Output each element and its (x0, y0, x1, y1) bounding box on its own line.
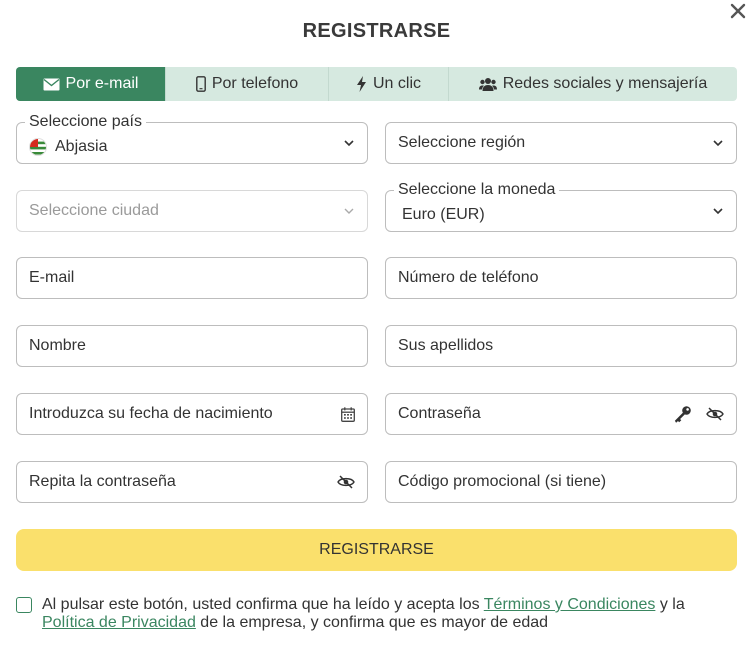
country-legend: Seleccione país (25, 112, 146, 132)
terms-text (42, 596, 737, 632)
password-field[interactable] (385, 393, 737, 435)
chevron-down-icon (712, 205, 724, 217)
close-icon (727, 0, 749, 22)
password-placeholder: Contraseña (398, 405, 481, 422)
birthdate-placeholder: Introduzca su fecha de nacimiento (29, 405, 273, 422)
city-select[interactable] (16, 190, 368, 232)
users-icon (479, 77, 497, 91)
toggle-password-visibility-button[interactable] (706, 407, 724, 421)
tab-email[interactable] (16, 67, 166, 101)
lightning-icon (356, 76, 367, 92)
tab-social-networks[interactable] (449, 67, 737, 101)
tab-label: Por telefono (211, 75, 299, 92)
phone-placeholder: Número de teléfono (398, 269, 539, 286)
currency-value: Euro (EUR) (402, 206, 485, 223)
terms-checkbox[interactable] (16, 597, 32, 613)
last-name-placeholder: Sus apellidos (398, 337, 494, 354)
eye-slash-icon (337, 475, 355, 489)
country-value: Abjasia (55, 138, 108, 155)
generate-password-button[interactable] (674, 405, 692, 423)
calendar-button[interactable] (341, 407, 355, 422)
repeat-password-placeholder: Repita la contraseña (29, 473, 176, 490)
close-button[interactable] (727, 0, 749, 22)
terms-link[interactable]: Términos y Condiciones (483, 596, 656, 613)
registration-method-tabs (16, 67, 737, 101)
terms-suffix: de la empresa, y confirma que es mayor de edad (195, 614, 549, 631)
privacy-link[interactable]: Política de Privacidad (42, 614, 196, 631)
toggle-repeat-password-visibility-button[interactable] (337, 475, 355, 489)
region-placeholder: Seleccione región (398, 134, 526, 151)
chevron-down-icon (712, 137, 724, 149)
repeat-password-field[interactable] (16, 461, 368, 503)
terms-consent (16, 596, 737, 632)
tab-phone[interactable] (166, 67, 329, 101)
tab-label: Un clic (372, 75, 421, 92)
mobile-phone-icon (196, 76, 206, 92)
email-placeholder: E-mail (29, 269, 75, 286)
currency-legend: Seleccione la moneda (394, 180, 559, 200)
key-icon (674, 405, 692, 423)
last-name-field[interactable] (385, 325, 737, 367)
calendar-icon (341, 407, 355, 422)
terms-prefix: Al pulsar este botón, usted confirma que ha leído y acepta los (42, 596, 484, 613)
phone-field[interactable] (385, 257, 737, 299)
region-select[interactable] (385, 122, 737, 164)
promo-code-field[interactable] (385, 461, 737, 503)
tab-label: Por e-mail (65, 75, 139, 92)
tab-one-click[interactable] (329, 67, 449, 101)
envelope-icon (43, 78, 60, 91)
eye-slash-icon (706, 407, 724, 421)
page-title: REGISTRARSE (302, 20, 451, 42)
chevron-down-icon (343, 137, 355, 149)
city-placeholder: Seleccione ciudad (29, 202, 159, 219)
terms-middle: y la (655, 596, 685, 613)
chevron-down-icon (343, 205, 355, 217)
first-name-field[interactable] (16, 325, 368, 367)
first-name-placeholder: Nombre (29, 337, 86, 354)
register-button[interactable]: REGISTRARSE (16, 529, 737, 571)
tab-label: Redes sociales y mensajería (502, 75, 708, 92)
email-field[interactable] (16, 257, 368, 299)
birthdate-field[interactable] (16, 393, 368, 435)
country-select[interactable] (16, 113, 368, 164)
promo-code-placeholder: Código promocional (si tiene) (398, 473, 607, 490)
abkhazia-flag-icon (29, 138, 47, 156)
currency-select[interactable] (385, 181, 737, 232)
